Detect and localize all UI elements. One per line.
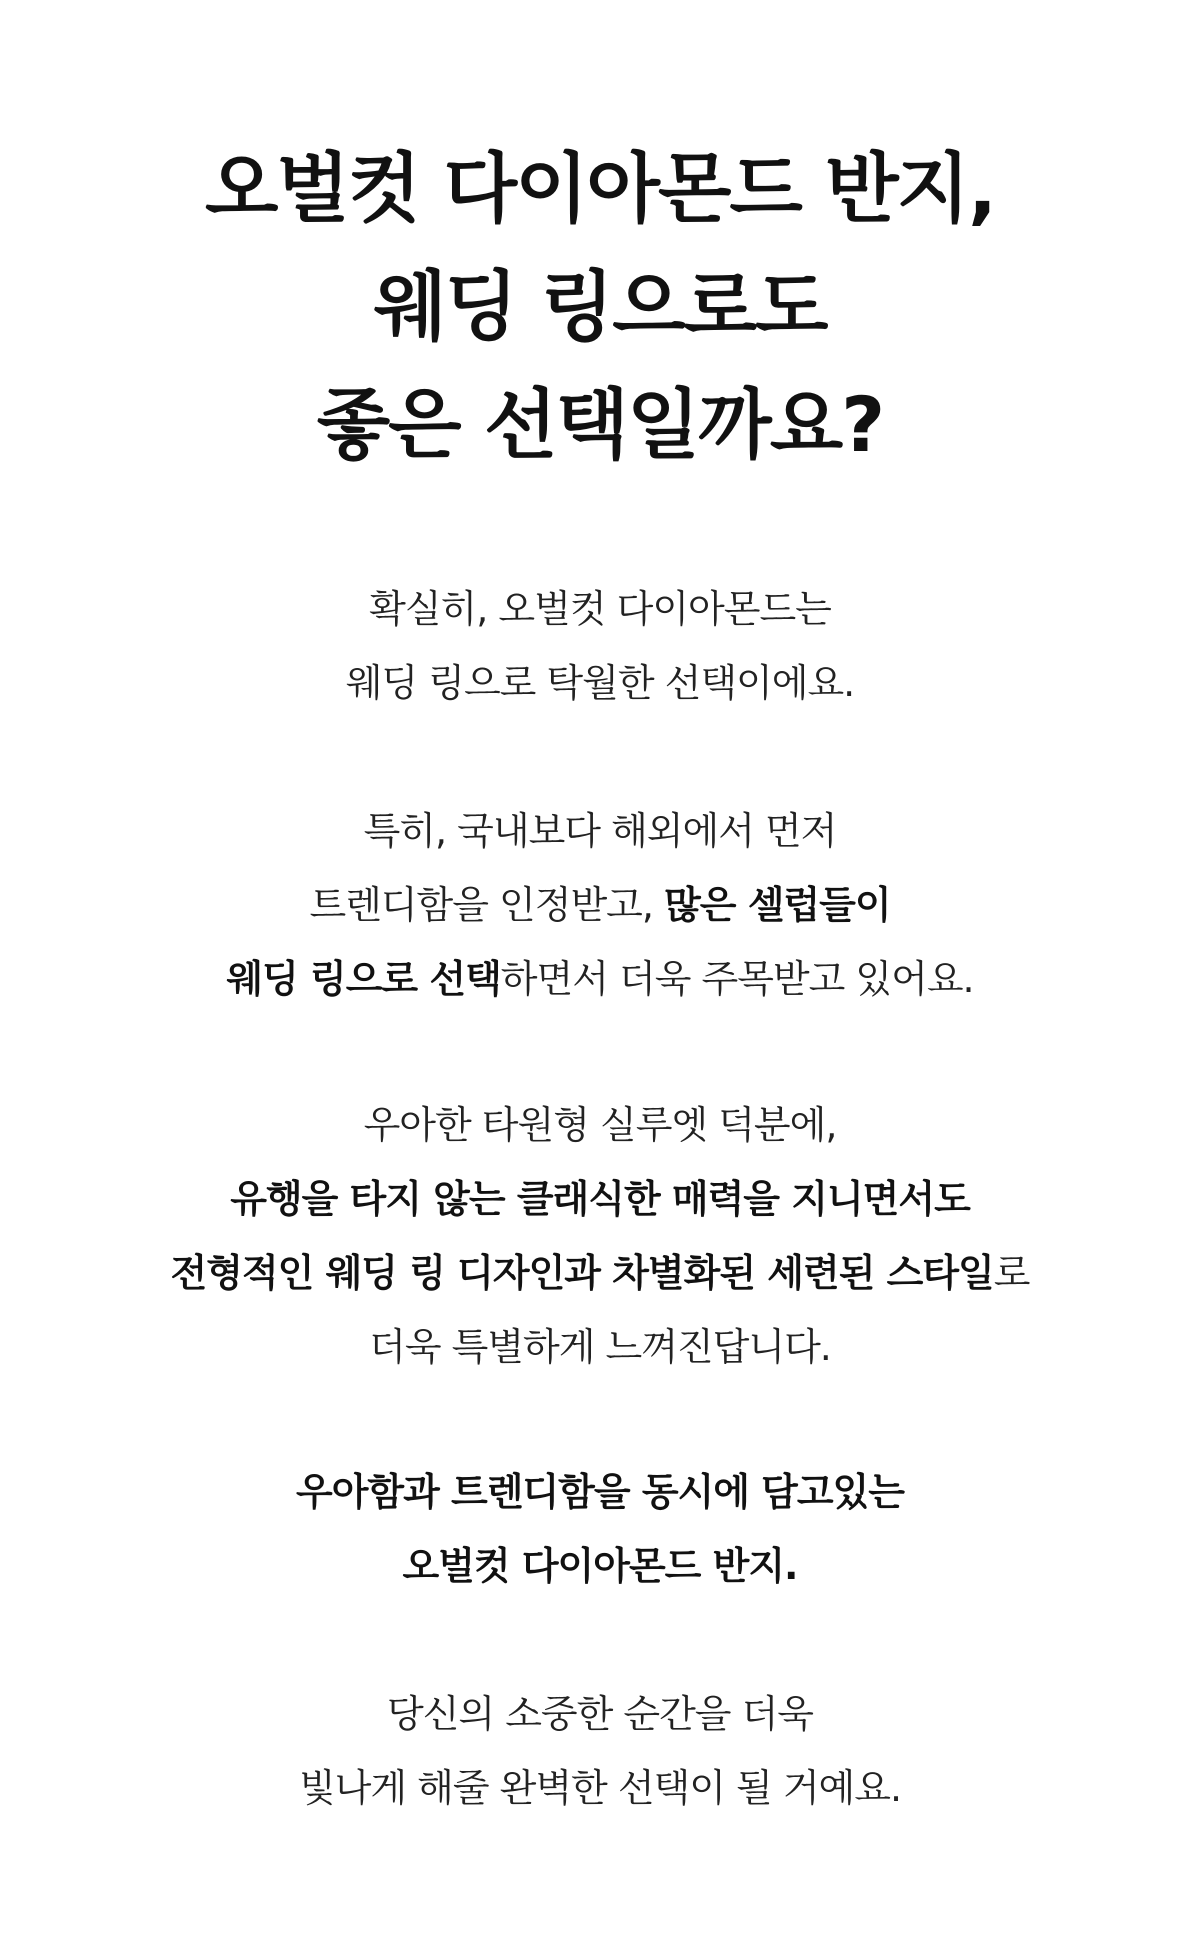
- paragraph-emphasis: 웨딩 링으로 선택: [226, 957, 501, 1001]
- paragraph-line: 특히, 국내보다 해외에서 먼저: [363, 809, 837, 853]
- paragraph-line: [0, 1162, 1200, 1236]
- headline-line-3: 좋은 선택일까요?: [316, 380, 884, 469]
- paragraph-emphasis: 많은 셀럽들이: [664, 883, 891, 927]
- paragraph-line: [0, 942, 1200, 1016]
- paragraph-emphasis: 유행을 타지 않는 클래식한 매력을 지니면서도: [230, 1177, 970, 1221]
- paragraph-intro: [0, 572, 1200, 720]
- paragraph-closing: [0, 1677, 1200, 1825]
- paragraph-line: [0, 1236, 1200, 1310]
- paragraph-line-emphasis: 우아함과 트렌디함을 동시에 담고있는: [295, 1470, 905, 1514]
- paragraph-celebrity: [0, 794, 1200, 1016]
- paragraph-emphasis: 전형적인 웨딩 링 디자인과 차별화된 세련된 스타일: [170, 1251, 994, 1295]
- paragraph-text: 트렌디함을 인정받고,: [309, 883, 665, 927]
- paragraph-text: 하면서 더욱 주목받고 있어요.: [500, 957, 974, 1001]
- paragraph-line: 더욱 특별하게 느껴진답니다.: [369, 1325, 831, 1369]
- headline-line-1: 오벌컷 다이아몬드 반지,: [205, 144, 995, 233]
- paragraph-line: 웨딩 링으로 탁월한 선택이에요.: [345, 661, 855, 705]
- paragraph-line-emphasis: 오벌컷 다이아몬드 반지.: [402, 1544, 798, 1588]
- paragraph-silhouette: [0, 1088, 1200, 1384]
- headline: [0, 130, 1200, 484]
- paragraph-line: 우아한 타원형 실루엣 덕분에,: [363, 1103, 837, 1147]
- headline-line-2: 웨딩 링으로도: [373, 262, 827, 351]
- paragraph-text: 로: [993, 1251, 1030, 1295]
- paragraph-line: 빛나게 해줄 완벽한 선택이 될 거예요.: [298, 1766, 902, 1810]
- paragraph-summary: [0, 1455, 1200, 1603]
- paragraph-line: 확실히, 오벌컷 다이아몬드는: [369, 587, 831, 631]
- paragraph-line: [0, 868, 1200, 942]
- paragraph-line: 당신의 소중한 순간을 더욱: [386, 1692, 814, 1736]
